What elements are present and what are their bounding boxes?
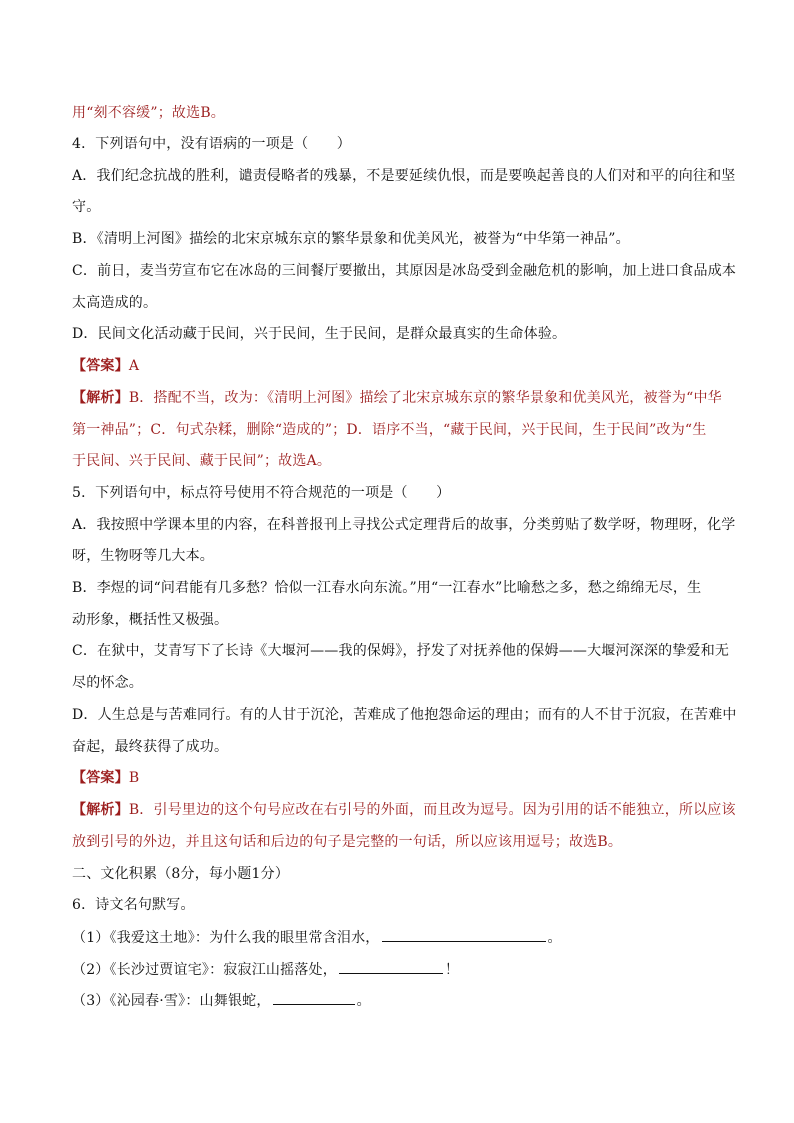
q4-option-b: B．《清明上河图》描绘的北宋京城东京的繁华景象和优美风光，被誉为“中华第一神品”。 — [72, 231, 630, 247]
answer-value: B — [128, 770, 140, 786]
q6-item-3-end: 。 — [356, 993, 371, 1009]
q4-option-c-line1: C．前日，麦当劳宣布它在冰岛的三间餐厅要撤出，其原因是冰岛受到金融危机的影响，加上进口食品成本 — [72, 263, 737, 279]
q5-analysis-line2: 放到引号的外边，并且这句话和后边的句子是完整的一句话，所以应该用逗号；故选B。 — [72, 834, 623, 850]
analysis-text: B．引号里边的这个句号应改在右引号的外面，而且改为逗号。因为引用的话不能独立，所以应该 — [128, 802, 736, 818]
q6-item-2-blank[interactable] — [339, 959, 443, 974]
analysis-text: B．搭配不当，改为：《清明上河图》描绘了北宋京城东京的繁华景象和优美风光，被誉为“中华 — [128, 390, 722, 406]
q5-answer — [72, 768, 139, 788]
q6-item-3-text: （3）《沁园春·雪》：山舞银蛇， — [72, 993, 271, 1009]
q6-item-2-text: （2）《长沙过贾谊宅》：寂寂江山摇落处， — [72, 962, 337, 978]
q4-option-c-line2: 太高造成的。 — [72, 295, 158, 311]
q5-option-c-line1: C．在狱中，艾青写下了长诗《大堰河——我的保姆》，抒发了对抚养他的保姆——大堰河深深的挚爱和无 — [72, 643, 730, 659]
q6-item-1-blank[interactable] — [382, 927, 546, 942]
q5-option-a-line2: 呀，生物呀等几大本。 — [72, 548, 214, 564]
q4-analysis-line1 — [72, 388, 722, 408]
answer-label: 【答案】 — [72, 358, 129, 374]
q6-item-1 — [72, 927, 562, 948]
q5-option-b-line1: B．李煜的词“问君能有几多愁？恰似一江春水向东流。”用“一江春水”比喻愁之多，愁之绵绵无尽，生 — [72, 580, 702, 596]
q5-option-d-line1: D．人生总是与苦难同行。有的人甘于沉沦，苦难成了他抱怨命运的理由；而有的人不甘于沉寂，在苦难中 — [72, 707, 737, 723]
answer-label: 【答案】 — [72, 770, 129, 786]
q4-answer — [72, 356, 139, 376]
prev-analysis-tail: 用“刻不容缓”；故选B。 — [72, 105, 226, 121]
q4-option-a-line2: 守。 — [72, 199, 101, 215]
q6-item-1-text: （1）《我爱这土地》：为什么我的眼里常含泪水， — [72, 930, 380, 946]
q5-stem: 5．下列语句中，标点符号使用不符合规范的一项是（ ） — [72, 485, 451, 501]
q5-option-b-line2: 动形象，概括性又极强。 — [72, 612, 229, 628]
q4-stem: 4．下列语句中，没有语病的一项是（ ） — [72, 136, 351, 152]
section-heading: 二、文化积累（8分，每小题1分） — [72, 866, 290, 882]
q4-analysis-line3: 于民间、兴于民间、藏于民间”；故选A。 — [72, 453, 332, 469]
answer-value: A — [128, 358, 140, 374]
q6-stem: 6．诗文名句默写。 — [72, 897, 195, 913]
q4-option-a-line1: A．我们纪念抗战的胜利，谴责侵略者的残暴，不是要延续仇恨，而是要唤起善良的人们对和平的向往和坚 — [72, 168, 736, 184]
q6-item-2-end: ！ — [444, 962, 460, 978]
q6-item-2 — [72, 959, 459, 980]
q5-analysis-line1 — [72, 800, 736, 820]
q4-option-d: D．民间文化活动藏于民间，兴于民间，生于民间，是群众最真实的生命体验。 — [72, 326, 567, 342]
q6-item-3 — [72, 990, 371, 1011]
analysis-label: 【解析】 — [72, 802, 129, 818]
q5-option-c-line2: 尽的怀念。 — [72, 675, 143, 691]
q4-analysis-line2: 第一神品”；C．句式杂糅，删除“造成的”；D．语序不当，“藏于民间，兴于民间，生于民间”改为“生 — [72, 422, 707, 438]
q5-option-a-line1: A．我按照中学课本里的内容，在科普报刊上寻找公式定理背后的故事，分类剪贴了数学呀，物理呀，化学 — [72, 517, 736, 533]
q5-option-d-line2: 奋起，最终获得了成功。 — [72, 739, 229, 755]
q6-item-3-blank[interactable] — [273, 990, 355, 1005]
q6-item-1-end: 。 — [547, 930, 562, 946]
analysis-label: 【解析】 — [72, 390, 129, 406]
